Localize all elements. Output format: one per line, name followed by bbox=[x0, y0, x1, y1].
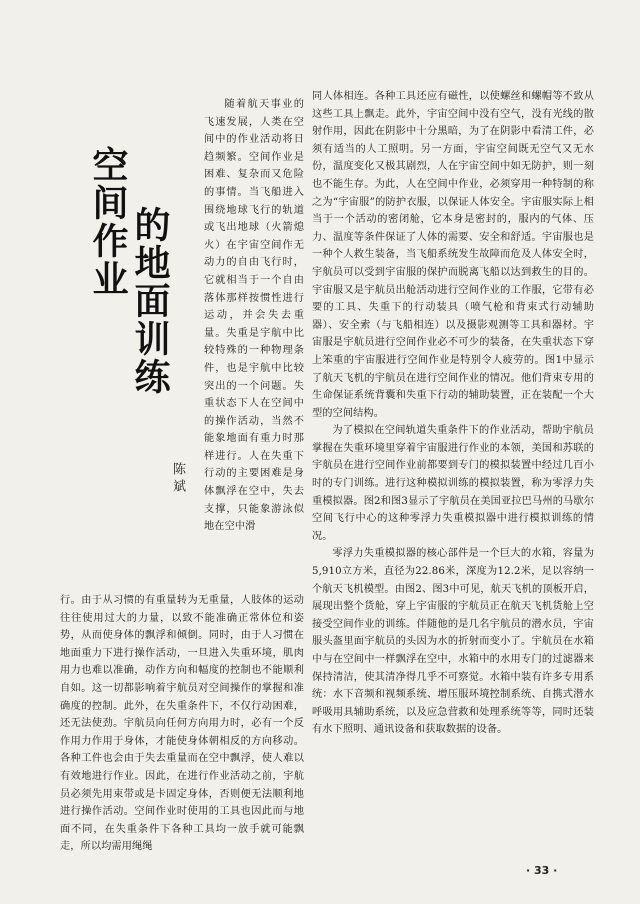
body-column-left-narrow bbox=[204, 96, 304, 598]
paragraph: 随着航天事业的飞速发展，人类在空间中的作业活动将日趋频繁。空间作业是困难、复杂而又危险的事情。当飞船进入围绕地球飞行的轨道或飞出地球（火箭熄火）在宇宙空间作无动力的自由飞行时，它就相当于一个自由落体那样按惯性进行运动，并会失去重量。失重是宇航中比较特殊的一种物理条件，也是宇航中比较突出的一个问题。失重状态下人在空间中的操作活动，当然不能象地面有重力时那样进行。人在失重下行动的主要困难是身体飘浮在空中，失去支撑，只能象游泳似地在空中滑 bbox=[204, 99, 304, 533]
body-column-left-wide bbox=[60, 592, 304, 874]
body-column-right bbox=[312, 88, 594, 866]
paragraph: 行。由于从习惯的有重量转为无重量，人肢体的运动往往使用过大的力量，以致不能准确正常体位和姿势，从而使身体的飘浮和倾倒。同时，由于人习惯在地面重力下进行操作活动，一旦进入失重环境，肌肉用力也难以准确，动作方向和幅度的控制也不能顺利自如。这一切都影响着宇航员对空间操作的掌握和准确度的控制。此外，在失重条件下，不仅行动困难，还无法使劲。宇航员向任何方向用力时，必有一个反作用力作用于身体，才能使身体朝相反的方向移动。各种工件也会由于失去重量而在空中飘浮，使人难以有效地进行作业。因此，在进行作业活动之前，宇航员必须先用束带或是卡固定身体，否则便无法顺利地进行操作活动。空间作业时使用的工具也因此而与地面不同，在失重条件下各种工具均一放手就可能飘走，所以均需用绳绳 bbox=[60, 595, 304, 853]
article-title-line-1: 空间作业 bbox=[87, 146, 128, 298]
article-author: 陈斌 bbox=[170, 462, 185, 496]
paragraph: 同人体相连。各种工具还应有磁性，以使螺丝和螺帽等不致从这些工具上飘走。此外，宇宙空间中没有空气，没有光线的散射作用，因此在阴影中十分黑暗，为了在阴影中看清工件，必须有适当的人工照明。另一方面，宇宙空间既无空气又无水份，温度变化又极其剧烈，人在宇宙空间中如无防护，则一刻也不能生存。为此，人在空间中作业，必须穿用一种特制的称之为“宇宙服”的防护衣服，以保证人体安全。宇宙服实际上相当于一个活动的密闭舱，它本身是密封的，服内的气体、压力、温度等条件保证了人体的需要、安全和舒适。宇宙服也是一种个人救生装备，当飞船系统发生故障而危及人体安全时，宇航员可以受到宇宙服的保护而脱离飞船以达到救生的目的。宇宙服又是宇航员出舱活动进行空间作业的工作服，它带有必要的工具、失重下的行动装具（喷气枪和背束式行动辅助器）、安全索（与飞船相连）以及摄影观测等工具和器材。宇宙服是宇航员进行空间作业必不可少的装备，在失重状态下穿上笨重的宇宙服进行空间作业是特别令人疲劳的。图1中显示了航天飞机的宇航员在进行空间作业的情况。他们背束专用的生命保证系统背囊和失重下行动的辅助装置，正在装配一个大型的空间结构。 bbox=[312, 91, 594, 419]
page-number: · 33 · bbox=[526, 864, 558, 877]
paragraph: 为了模拟在空间轨道失重条件下的作业活动，帮助宇航员掌握在失重环境里穿着宇宙服进行作业的本领，美国和苏联的宇航员在进行空间作业前都要到专门的模拟装置中经过几百小时的专门训练。进行这种模拟训练的模拟装置，称为零浮力失重模拟器。图2和图3显示了宇航员在美国亚拉巴马州的马歇尔空间飞行中心的这种零浮力失重模拟器中进行模拟训练的情况。 bbox=[312, 425, 594, 542]
paragraph: 零浮力失重模拟器的核心部件是一个巨大的水箱，容量为5,910立方米，直径为22.86米，深度为12.2米，足以容纳一个航天飞机模型。由图2、图3中可见，航天飞机的顶板开启，展现出整个货舱，穿上宇宙服的宇航员正在航天飞机货舱上空接受空间作业的训练。伴随他的是几名宇航员的潜水员，宇宙服头盔里面宇航员的头因为水的折射而变小了。宇航员在水箱中与在空间中一样飘浮在空中，水箱中的水用专门的过滤器来保持清洁，使其清净得几乎不可察觉。水箱中装有许多专用系统：水下音频和视频系统、增压服环境控制系统、自携式潜水呼吸用具辅助系统，以及应急营救和处理系统等等，同时还装有水下照明、通讯设备和获取数据的设备。 bbox=[312, 548, 594, 736]
article-title-line-2: 的地面训练 bbox=[129, 206, 170, 396]
